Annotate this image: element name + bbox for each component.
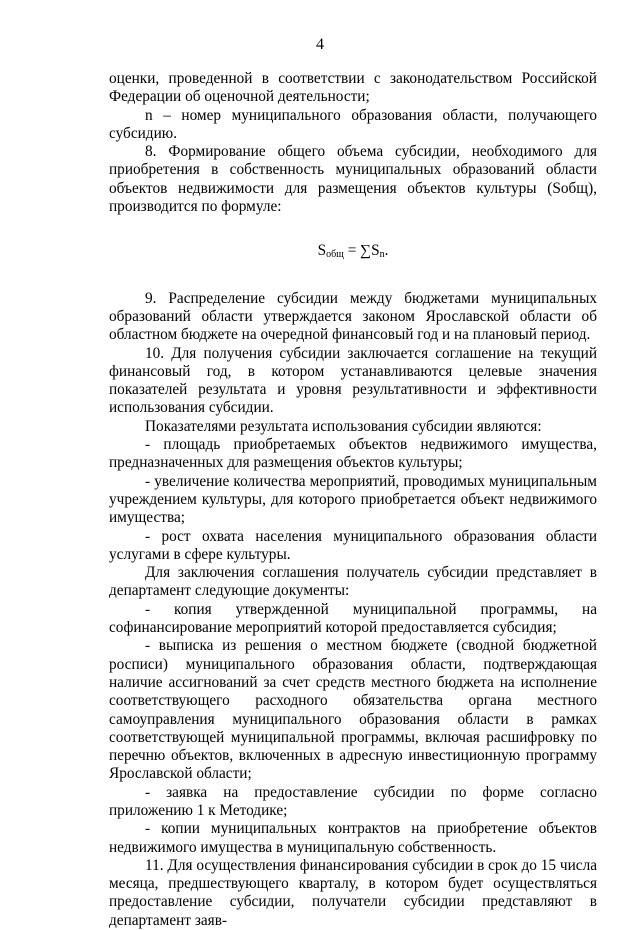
paragraph: - площадь приобретаемых объектов недвижимого имущества, предназначенных для размещения объектов культуры; — [109, 436, 597, 472]
paragraph: - копии муниципальных контрактов на приобретение объектов недвижимого имущества в муниципальную собственность. — [109, 820, 597, 856]
paragraph: Показателями результата использования субсидии являются: — [145, 417, 542, 435]
paragraph: n – номер муниципального образования области, получающего субсидию. — [109, 106, 597, 142]
paragraph: - увеличение количества мероприятий, проводимых муниципальным учреждением культуры, для которого приобретается объект недвижимого имущества; — [109, 472, 597, 527]
paragraph: 10. Для получения субсидии заключается соглашение на текущий финансовый год, в котором устанавливаются целевые значения показателей результата и уровня результативности и эффективности использования субсидии. — [109, 344, 597, 417]
document-body — [109, 70, 597, 930]
paragraph: - заявка на предоставление субсидии по форме согласно приложению 1 к Методике; — [109, 783, 597, 819]
paragraph: 8. Формирование общего объема субсидии, необходимого для приобретения в собственность муниципальных образований области объектов недвижимости для размещения объектов культуры (Sобщ), производится по формуле: — [109, 143, 597, 216]
formula-eq: = ∑S — [343, 242, 380, 260]
formula-lhs-sub: общ — [326, 249, 344, 261]
formula — [109, 242, 597, 264]
paragraphs-bottom — [109, 290, 597, 930]
paragraph: 11. Для осуществления финансирования субсидии в срок до 15 числа месяца, предшествующего кварталу, в котором будет осуществляться предоставление субсидии, получатели субсидии представляют в департамент заяв- — [109, 856, 597, 929]
paragraph: Для заключения соглашения получатель субсидии представляет в департамент следующие документы: — [109, 564, 597, 600]
paragraph: - рост охвата населения муниципального образования области услугами в сфере культуры. — [109, 527, 597, 563]
formula-rhs-sub: n — [379, 249, 385, 261]
formula-tail: . — [384, 242, 389, 260]
formula-lhs: S — [317, 242, 327, 260]
paragraph: 9. Распределение субсидии между бюджетами муниципальных образований области утверждается законом Ярославской области об областном бюджете на очередной финансовый год и на плановый период. — [109, 289, 597, 344]
paragraph: - копия утвержденной муниципальной программы, на софинансирование мероприятий которой предоставляется субсидия; — [109, 600, 597, 637]
paragraph: оценки, проведенной в соответствии с законодательством Российской Федерации об оценочной деятельности; — [109, 70, 597, 106]
paragraph: - выписка из решения о местном бюджете (сводной бюджетной росписи) муниципального образования области, подтверждающая наличие ассигнований за счет средств местного бюджета на исполнение соответствующего расходного обязательства органа местного самоуправления муниципального образования области в рамках соответствующей муниципальной программы, включая расшифровку по перечню объектов, включенных в адресную инвестиционную программу Ярославской области; — [109, 637, 597, 783]
page-number: 4 — [316, 36, 324, 53]
paragraphs-top — [109, 70, 597, 216]
